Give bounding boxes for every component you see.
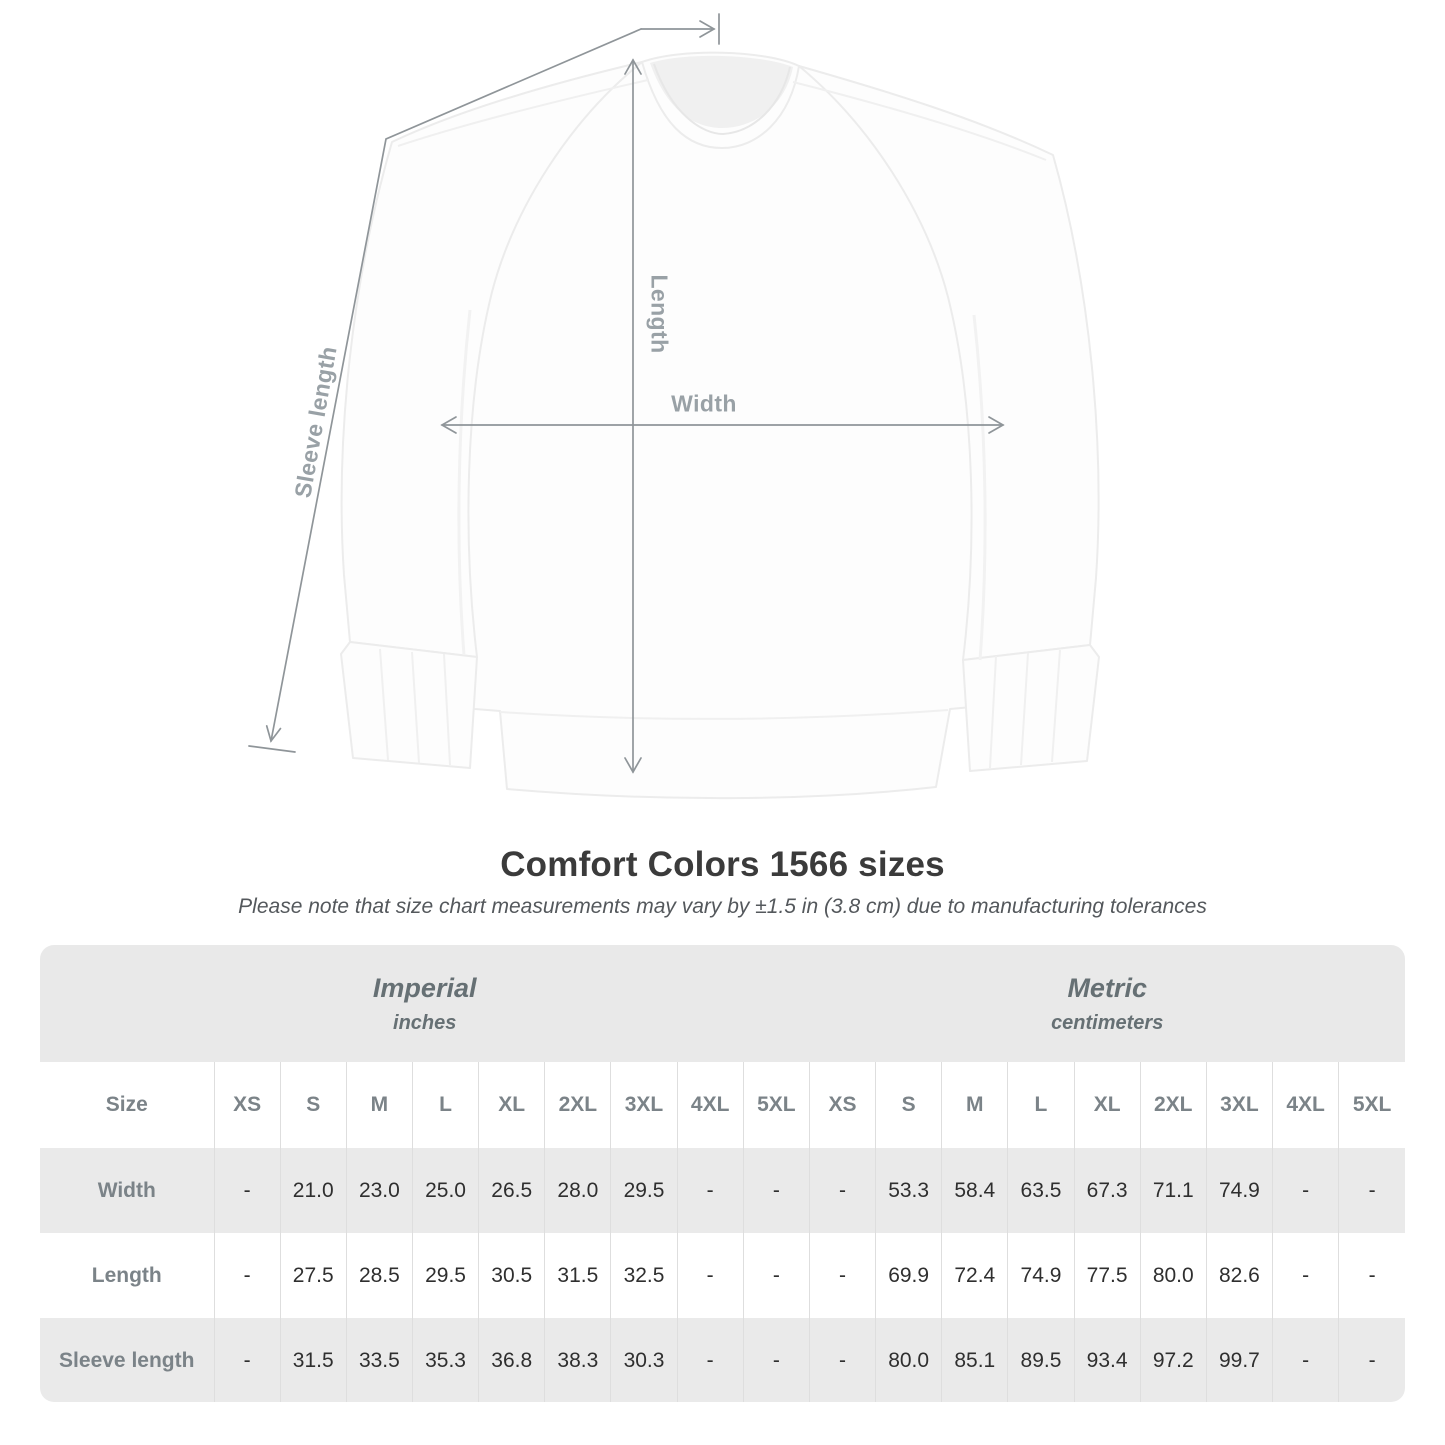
value-cell: 67.3 bbox=[1074, 1148, 1140, 1233]
size-table-grid bbox=[40, 945, 1405, 1402]
value-cell: 74.9 bbox=[1206, 1148, 1272, 1233]
value-cell: 58.4 bbox=[942, 1148, 1008, 1233]
value-cell: 99.7 bbox=[1206, 1318, 1272, 1402]
value-cell: - bbox=[809, 1318, 875, 1402]
value-cell: 85.1 bbox=[942, 1318, 1008, 1402]
row-label: Sleeve length bbox=[40, 1318, 214, 1402]
value-cell: 29.5 bbox=[611, 1148, 677, 1233]
value-cell: 97.2 bbox=[1140, 1318, 1206, 1402]
value-cell: 72.4 bbox=[942, 1233, 1008, 1318]
value-cell: 30.3 bbox=[611, 1318, 677, 1402]
imperial-unit: inches bbox=[393, 1011, 457, 1034]
value-cell: 28.5 bbox=[346, 1233, 412, 1318]
imperial-group-header bbox=[40, 945, 809, 1062]
size-header: 2XL bbox=[1140, 1062, 1206, 1148]
unit-group-row bbox=[40, 945, 1405, 1062]
sleeve-length-figure-label: Sleeve length bbox=[289, 344, 342, 500]
size-header: M bbox=[942, 1062, 1008, 1148]
value-cell: - bbox=[677, 1148, 743, 1233]
table-row-sleeve-length bbox=[40, 1318, 1405, 1402]
size-header: 4XL bbox=[677, 1062, 743, 1148]
value-cell: - bbox=[677, 1318, 743, 1402]
value-cell: 36.8 bbox=[479, 1318, 545, 1402]
value-cell: - bbox=[1339, 1318, 1405, 1402]
value-cell: 69.9 bbox=[876, 1233, 942, 1318]
value-cell: 80.0 bbox=[1140, 1233, 1206, 1318]
size-header: XL bbox=[479, 1062, 545, 1148]
imperial-label: Imperial bbox=[372, 972, 477, 1003]
value-cell: 77.5 bbox=[1074, 1233, 1140, 1318]
size-header: 5XL bbox=[743, 1062, 809, 1148]
right-cuff bbox=[963, 645, 1099, 771]
value-cell: 32.5 bbox=[611, 1233, 677, 1318]
value-cell: 93.4 bbox=[1074, 1318, 1140, 1402]
width-figure-label: Width bbox=[671, 390, 737, 417]
value-cell: 33.5 bbox=[346, 1318, 412, 1402]
value-cell: - bbox=[743, 1318, 809, 1402]
size-header: XS bbox=[809, 1062, 875, 1148]
left-cuff bbox=[341, 642, 477, 768]
size-header: 2XL bbox=[545, 1062, 611, 1148]
value-cell: 35.3 bbox=[412, 1318, 478, 1402]
value-cell: - bbox=[1339, 1233, 1405, 1318]
value-cell: - bbox=[1339, 1148, 1405, 1233]
metric-label: Metric bbox=[1067, 972, 1147, 1003]
value-cell: 26.5 bbox=[479, 1148, 545, 1233]
size-header: M bbox=[346, 1062, 412, 1148]
value-cell: - bbox=[809, 1233, 875, 1318]
size-header: L bbox=[412, 1062, 478, 1148]
value-cell: 28.0 bbox=[545, 1148, 611, 1233]
value-cell: - bbox=[214, 1233, 280, 1318]
value-cell: 80.0 bbox=[876, 1318, 942, 1402]
size-table bbox=[40, 945, 1405, 1402]
value-cell: 27.5 bbox=[280, 1233, 346, 1318]
value-cell: 71.1 bbox=[1140, 1148, 1206, 1233]
size-header: S bbox=[876, 1062, 942, 1148]
value-cell: - bbox=[743, 1148, 809, 1233]
sleeve-measure-cuff-tick bbox=[249, 746, 295, 752]
value-cell: 25.0 bbox=[412, 1148, 478, 1233]
size-header: XS bbox=[214, 1062, 280, 1148]
size-header: 3XL bbox=[611, 1062, 677, 1148]
size-corner-header: Size bbox=[40, 1062, 214, 1148]
value-cell: 31.5 bbox=[545, 1233, 611, 1318]
size-header: 4XL bbox=[1273, 1062, 1339, 1148]
value-cell: - bbox=[1273, 1318, 1339, 1402]
value-cell: 30.5 bbox=[479, 1233, 545, 1318]
tolerance-note: Please note that size chart measurements may vary by ±1.5 in (3.8 cm) due to manufacturing tolerances bbox=[238, 895, 1207, 918]
value-cell: 38.3 bbox=[545, 1318, 611, 1402]
table-row-length bbox=[40, 1233, 1405, 1318]
value-cell: 21.0 bbox=[280, 1148, 346, 1233]
heading bbox=[0, 845, 1445, 919]
size-header-row bbox=[40, 1062, 1405, 1148]
value-cell: 74.9 bbox=[1008, 1233, 1074, 1318]
value-cell: 29.5 bbox=[412, 1233, 478, 1318]
size-header: S bbox=[280, 1062, 346, 1148]
value-cell: - bbox=[743, 1233, 809, 1318]
value-cell: 31.5 bbox=[280, 1318, 346, 1402]
value-cell: 23.0 bbox=[346, 1148, 412, 1233]
length-figure-label: Length bbox=[646, 274, 673, 354]
page-title: Comfort Colors 1566 sizes bbox=[500, 845, 945, 884]
metric-unit: centimeters bbox=[1051, 1011, 1164, 1034]
value-cell: - bbox=[1273, 1148, 1339, 1233]
value-cell: - bbox=[214, 1148, 280, 1233]
value-cell: - bbox=[809, 1148, 875, 1233]
row-label: Length bbox=[40, 1233, 214, 1318]
value-cell: - bbox=[677, 1233, 743, 1318]
value-cell: 53.3 bbox=[876, 1148, 942, 1233]
metric-group-header bbox=[809, 945, 1405, 1062]
value-cell: 89.5 bbox=[1008, 1318, 1074, 1402]
value-cell: 82.6 bbox=[1206, 1233, 1272, 1318]
row-label: Width bbox=[40, 1148, 214, 1233]
size-header: 3XL bbox=[1206, 1062, 1272, 1148]
size-header: L bbox=[1008, 1062, 1074, 1148]
value-cell: - bbox=[214, 1318, 280, 1402]
value-cell: - bbox=[1273, 1233, 1339, 1318]
size-header: 5XL bbox=[1339, 1062, 1405, 1148]
value-cell: 63.5 bbox=[1008, 1148, 1074, 1233]
table-row-width bbox=[40, 1148, 1405, 1233]
size-header: XL bbox=[1074, 1062, 1140, 1148]
